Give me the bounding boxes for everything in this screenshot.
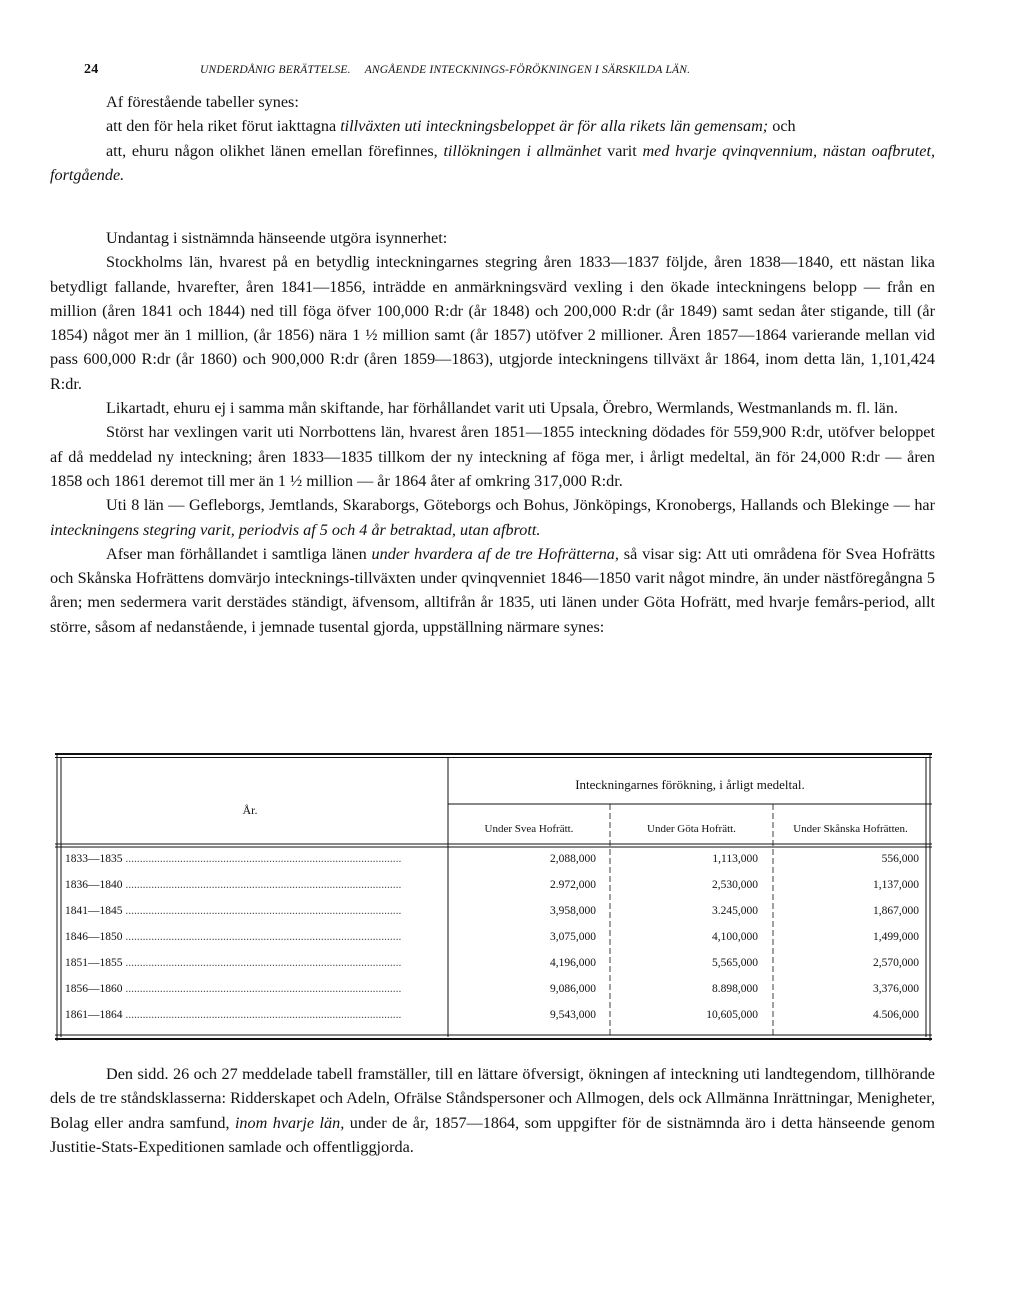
likartadt-paragraph: Likartadt, ehuru ej i samma mån skiftande, har förhållandet varit uti Upsala, Örebro, Wermlands, Westmanlands m. fl. län. (106, 399, 898, 418)
point-2-text-d: med hvarje qvinqvennium, nästan oafbrutet, fortgående. (50, 141, 935, 184)
period-label: 1846—1850 (65, 931, 123, 943)
closing-text-c: under de år, 1857—1864, som uppgifter för de sistnämnda äro i detta hänseende genom Justitie-Stats-Expeditionen samlade och offentliggjorda. (50, 1113, 935, 1156)
point-1-text-c: och (768, 117, 796, 136)
table-cell-skanska: 556,000 (881, 853, 919, 865)
table-cell-svea: 3,958,000 (550, 905, 596, 917)
uti-8-text-b: inteckningens stegring varit, periodvis af 5 och 4 år betraktad, utan afbrott. (50, 520, 541, 539)
table-cell-svea: 4,196,000 (550, 957, 596, 969)
column-header-gota: Under Göta Hofrätt. (647, 823, 736, 835)
exception-paragraph: Undantag i sistnämnda hänseende utgöra isynnerhet: (106, 229, 448, 247)
column-header-svea: Under Svea Hofrätt. (484, 823, 574, 835)
period-label: 1841—1845 (65, 905, 123, 917)
table-cell-skanska: 1,867,000 (873, 905, 919, 917)
period-label: 1861—1864 (65, 1009, 123, 1021)
table-cell-svea: 9,086,000 (550, 983, 596, 995)
intro-section (50, 90, 935, 187)
point-2-text-c: varit (601, 141, 643, 160)
running-head-part-2: ANGÅENDE INTECKNINGS-FÖRÖKNINGEN I SÄRSKILDA LÄN. (364, 64, 691, 76)
stockholm-paragraph: Stockholms län, hvarest på en betydlig inteckningarnes stegring åren 1833—1837 följde, åren 1838—1840, ett nästan lika betydligt fallande, hvarefter, åren 1841—1856, inträdde en anmärkningsvärd vexling i den ökade inteckningens belopp — från en million (åren 1841 och 1844) ned till föga öfver 100,000 R:dr (år 1848) och 200,000 R:dr (år 1849) samt sedan åter stigande, till (år 1854) något mer än 1 million, (år 1856) nära 1 ½ million samt (år 1857) utöfver 2 millioner. Åren 1857—1864 varierande mellan vid pass 600,000 R:dr (år 1860) och 900,000 R:dr (åren 1859—1863), utgjorde inteckningens tillväxt år 1864, inom detta län, 1,101,424 R:dr. (50, 253, 935, 393)
table-row-period: 1851—1855 ................................................................................................ (65, 957, 402, 969)
afser-text-b: under hvardera af de tre Hofrätterna, (371, 544, 619, 563)
running-head-part-1: UNDERDÅNIG BERÄTTELSE. (200, 64, 351, 76)
point-2-text-a: att, ehuru någon olikhet länen emellan förefinnes, (106, 141, 444, 160)
afser-text-c: så visar sig: Att uti områdena för Svea Hofrätts och Skånska Hofrättens domvärjo intecknings-tillväxten under qvinqvenniet 1846—1850 varit något mindre, än under nästföregångna 5 åren; men sedermera varit derstädes ständigt, äfvensom, alltifrån år 1835, uti länen under Göta Hofrätt, med hvarje femårs-period, allt större, såsom af nedanstående, i jemnade tusental gjorda, uppställning närmare synes: (50, 544, 936, 636)
hofratt-table (55, 753, 932, 1041)
table-row-period: 1856—1860 ................................................................................................ (65, 983, 402, 995)
table-rules (55, 753, 932, 1041)
closing-section (50, 1062, 935, 1159)
table-cell-skanska: 1,137,000 (873, 879, 919, 891)
period-label: 1851—1855 (65, 957, 123, 969)
table-cell-gota: 8.898,000 (712, 983, 758, 995)
table-row-period: 1833—1835 ................................................................................................ (65, 853, 402, 865)
table-cell-svea: 3,075,000 (550, 931, 596, 943)
point-1-text-a: att den för hela riket förut iakttagna (106, 117, 341, 136)
point-2-paragraph (50, 139, 935, 188)
point-1-text-b: tillväxten uti inteckningsbeloppet är för alla rikets län gemensam; (340, 117, 769, 136)
table-cell-gota: 5,565,000 (712, 957, 758, 969)
table-row-period: 1846—1850 ................................................................................................ (65, 931, 402, 943)
closing-paragraph (50, 1062, 935, 1159)
point-2-text-b: tillökningen i allmänhet (443, 141, 602, 160)
period-label: 1836—1840 (65, 879, 123, 891)
table-row-period: 1836—1840 ................................................................................................ (65, 879, 402, 891)
table-cell-skanska: 4.506,000 (873, 1009, 919, 1021)
table-cell-gota: 1,113,000 (712, 853, 758, 865)
afser-paragraph (50, 542, 935, 639)
point-1-paragraph (50, 114, 935, 138)
table-cell-svea: 2,088,000 (550, 853, 596, 865)
table-cell-svea: 9,543,000 (550, 1009, 596, 1021)
norrbotten-paragraph: Störst har vexlingen varit uti Norrbottens län, hvarest åren 1851—1855 inteckning dödades för 559,900 R:dr, utöfver beloppet af då meddelad ny inteckning; åren 1833—1835 tillkom der ny inteckning af föga mer, i årligt medeltal, än för 24,000 R:dr — åren 1858 och 1861 deremot till mer än 1 ½ million — år 1864 åter af omkring 317,000 R:dr. (50, 423, 935, 490)
table-row-period: 1861—1864 ................................................................................................ (65, 1009, 402, 1021)
period-label: 1833—1835 (65, 853, 123, 865)
body-section (50, 226, 935, 639)
table-cell-gota: 10,605,000 (706, 1009, 758, 1021)
closing-text-b: inom hvarje län, (234, 1113, 345, 1132)
table-year-header: År. (242, 803, 258, 817)
intro-paragraph: Af förestående tabeller synes: (106, 93, 299, 111)
table-cell-gota: 4,100,000 (712, 931, 758, 943)
table-main-header: Inteckningarnes förökning, i årligt medeltal. (575, 777, 805, 792)
table-cell-gota: 2,530,000 (712, 879, 758, 891)
afser-text-a: Afser man förhållandet i samtliga länen (106, 544, 372, 563)
table-cell-skanska: 2,570,000 (873, 957, 919, 969)
period-label: 1856—1860 (65, 983, 123, 995)
table-cell-svea: 2.972,000 (550, 879, 596, 891)
table-cell-gota: 3.245,000 (712, 905, 758, 917)
closing-text-a: Den sidd. 26 och 27 meddelade tabell framställer, till en lättare öfversigt, ökningen af inteckning uti landtegendom, tillhörande dels de tre ståndsklasserna: Ridderskapet och Adeln, Ofrälse Ståndspersoner och Allmogen, dels ock Allmänna Inrättningar, Menigheter, Bolag eller andra samfund, (50, 1065, 935, 1132)
page-number: 24 (84, 62, 99, 77)
uti-8-lan-paragraph (50, 493, 935, 542)
table-row-period: 1841—1845 ................................................................................................ (65, 905, 402, 917)
running-head (200, 64, 704, 76)
uti-8-text-a: Uti 8 län — Gefleborgs, Jemtlands, Skaraborgs, Göteborgs och Bohus, Jönköpings, Kronobergs, Hallands och Blekinge — har (106, 496, 935, 515)
table-cell-skanska: 1,499,000 (873, 931, 919, 943)
column-header-skanska: Under Skånska Hofrätten. (793, 823, 908, 835)
table-cell-skanska: 3,376,000 (873, 983, 919, 995)
